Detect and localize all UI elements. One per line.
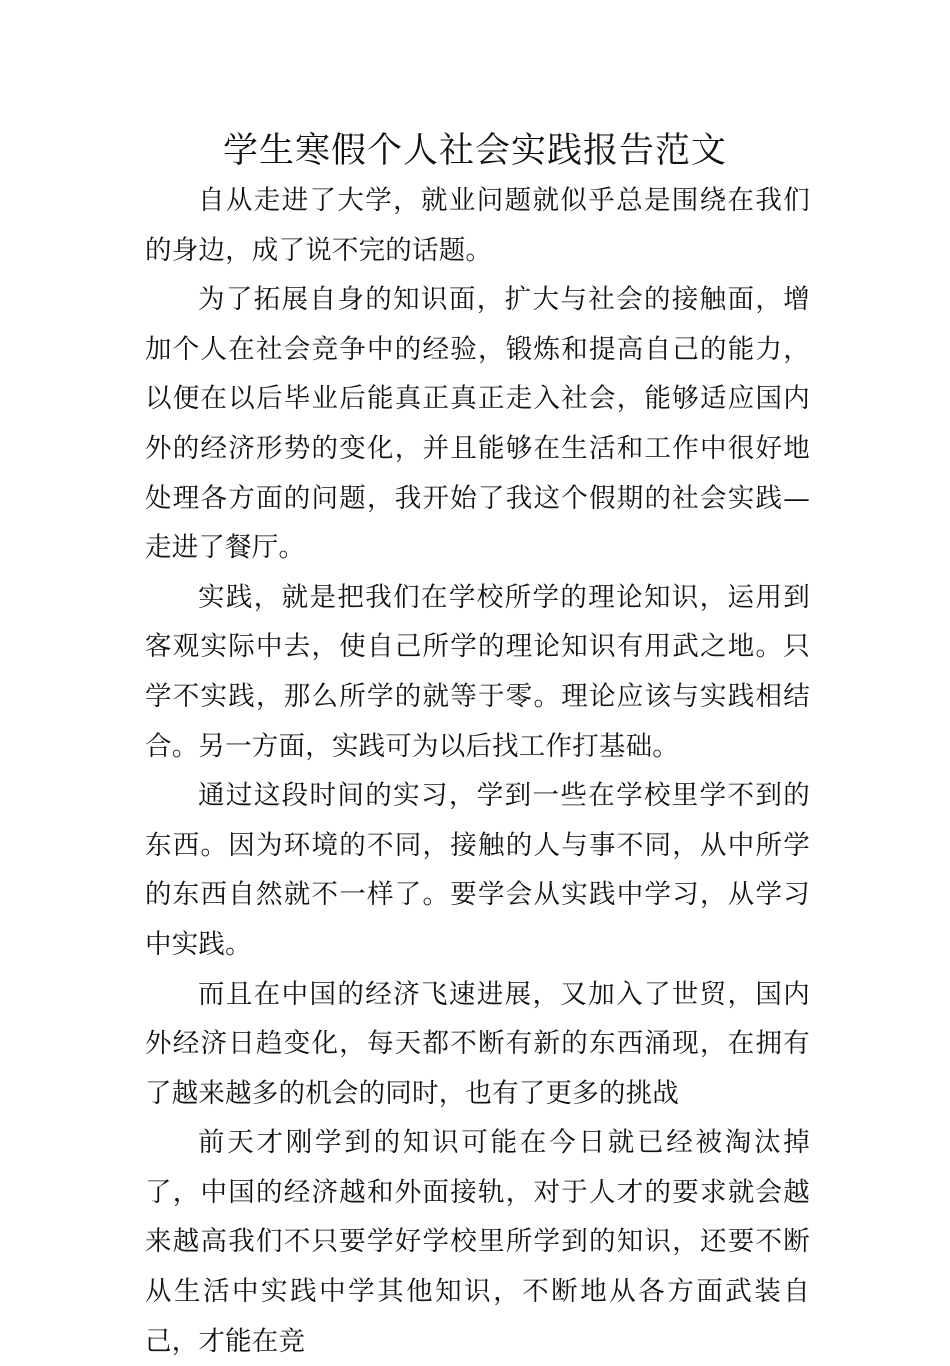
paragraph-3: 实践，就是把我们在学校所学的理论知识，运用到客观实际中去，使自己所学的理论知识有用武之地。只学不实践，那么所学的就等于零。理论应该与实践相结合。另一方面，实践可为以后找工作打基础。 (145, 581, 810, 762)
paragraph-1: 自从走进了大学，就业问题就似乎总是围绕在我们的身边，成了说不完的话题。 (145, 185, 810, 266)
paragraph-5: 而且在中国的经济飞速进展，又加入了世贸，国内外经济日趋变化，每天都不断有新的东西涌现，在拥有了越来越多的机会的同时，也有了更多的挑战 (145, 978, 810, 1109)
document-body (145, 176, 810, 1366)
paragraph-2: 为了拓展自身的知识面，扩大与社会的接触面，增加个人在社会竞争中的经验，锻炼和提高自己的能力，以便在以后毕业后能真正真正走入社会，能够适应国内外的经济形势的变化，并且能够在生活和工作中很好地处理各方面的问题，我开始了我这个假期的社会实践—走进了餐厅。 (145, 284, 810, 564)
paragraph-6: 前天才刚学到的知识可能在今日就已经被淘汰掉了，中国的经济越和外面接轨，对于人才的要求就会越来越高我们不只要学好学校里所学到的知识，还要不断从生活中实践中学其他知识，不断地从各方面武装自己，才能在竞 (145, 1127, 810, 1357)
document-title: 学生寒假个人社会实践报告范文 (222, 131, 727, 171)
paragraph-4: 通过这段时间的实习，学到一些在学校里学不到的东西。因为环境的不同，接触的人与事不同，从中所学的东西自然就不一样了。要学会从实践中学习，从学习中实践。 (145, 780, 810, 960)
